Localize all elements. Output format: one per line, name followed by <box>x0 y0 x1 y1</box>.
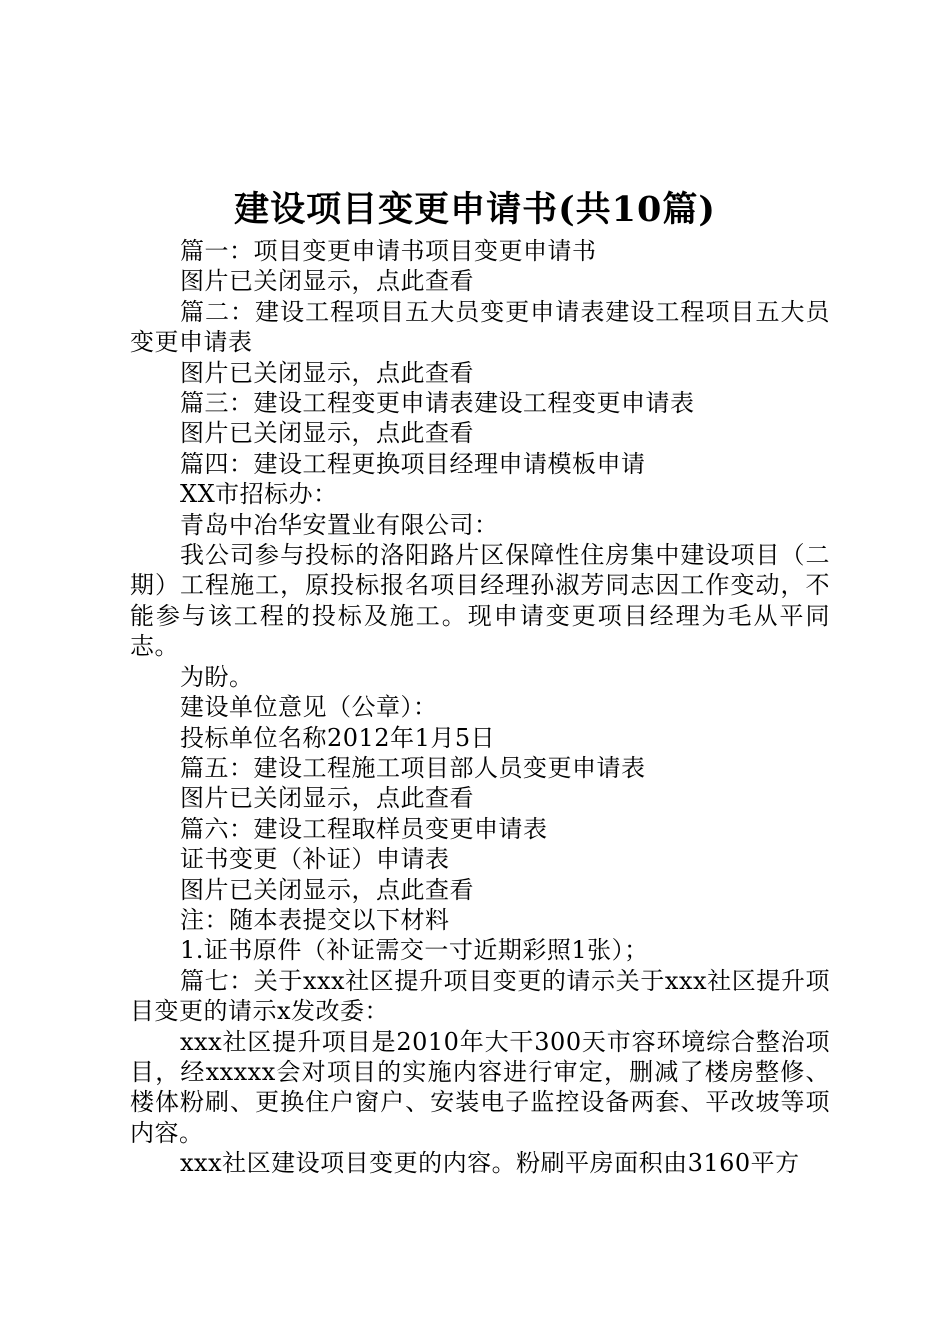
paragraph: 1.证书原件（补证需交一寸近期彩照1张）； <box>180 936 649 965</box>
paragraph: 篇三：建设工程变更申请表建设工程变更申请表 <box>180 389 695 418</box>
paragraph: 为盼。 <box>180 662 254 691</box>
paragraph: xxx社区建设项目变更的内容。粉刷平房面积由3160平方 <box>180 1149 800 1178</box>
image-hidden-notice[interactable]: 图片已关闭显示，点此查看 <box>180 419 474 448</box>
paragraph: 青岛中冶华安置业有限公司： <box>180 510 499 539</box>
paragraph: 篇七：关于xxx社区提升项目变更的请示关于xxx社区提升项目变更的请示x发改委： <box>130 966 830 1026</box>
image-hidden-notice[interactable]: 图片已关闭显示，点此查看 <box>180 358 474 387</box>
image-hidden-notice[interactable]: 图片已关闭显示，点此查看 <box>180 267 474 296</box>
document-title: 建设项目变更申请书(共10篇) <box>234 189 716 230</box>
image-hidden-notice[interactable]: 图片已关闭显示，点此查看 <box>180 784 474 813</box>
paragraph: 篇五：建设工程施工项目部人员变更申请表 <box>180 753 646 782</box>
paragraph: xxx社区提升项目是2010年大干300天市容环境综合整治项目，经xxxxx会对项目的实施内容进行审定，删减了楼房整修、楼体粉刷、更换住户窗户、安装电子监控设备两套、平改坡等项内容。 <box>130 1027 830 1147</box>
paragraph: 篇四：建设工程更换项目经理申请模板申请 <box>180 449 646 478</box>
paragraph: 篇六：建设工程取样员变更申请表 <box>180 814 548 843</box>
paragraph: 我公司参与投标的洛阳路片区保障性住房集中建设项目（二期）工程施工，原投标报名项目经理孙淑芳同志因工作变动，不能参与该工程的投标及施工。现申请变更项目经理为毛从平同志。 <box>130 541 830 661</box>
document-body <box>130 236 830 1179</box>
paragraph: 证书变更（补证）申请表 <box>180 845 450 874</box>
paragraph: 篇二：建设工程项目五大员变更申请表建设工程项目五大员变更申请表 <box>130 297 830 357</box>
paragraph: 建设单位意见（公章）： <box>180 693 438 722</box>
paragraph: 投标单位名称2012年1月5日 <box>180 723 496 752</box>
image-hidden-notice[interactable]: 图片已关闭显示，点此查看 <box>180 875 474 904</box>
paragraph: XX市招标办： <box>180 480 338 509</box>
paragraph: 注：随本表提交以下材料 <box>180 905 450 934</box>
paragraph: 篇一：项目变更申请书项目变更申请书 <box>180 237 597 265</box>
